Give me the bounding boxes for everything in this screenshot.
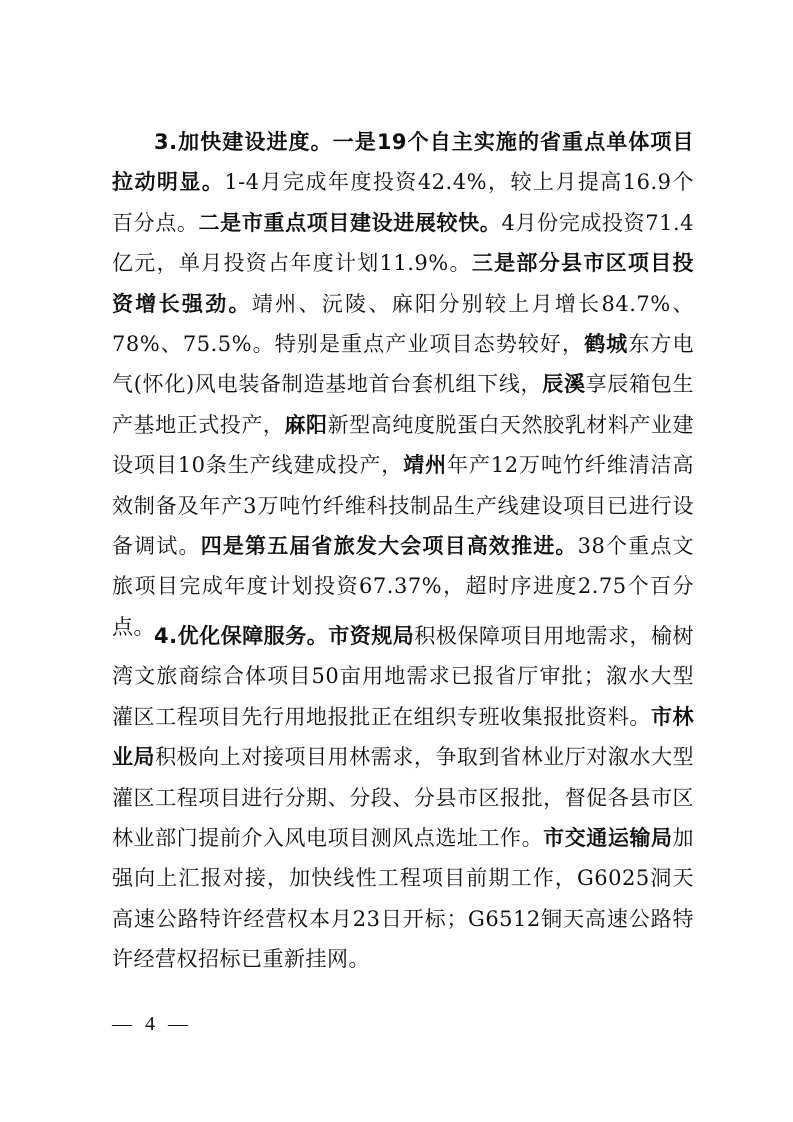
bold-place-jingzhou: 靖州 xyxy=(403,453,448,478)
bold-heading-optimize-service: 4.优化保障服务。市资规局 xyxy=(154,624,415,648)
bold-place-chenxi: 辰溪 xyxy=(542,372,586,397)
paragraph-construction-progress xyxy=(112,122,694,647)
body-text: 靖州、沅陵、麻阳分别较上月增长84.7%、78%、75.5%。特别是重点产业项目态势较好， xyxy=(112,291,695,357)
paragraph-service-support xyxy=(112,616,694,980)
bold-heading-speed-up: 3.加快建设进度。一是19个自主实施的省重点单体项目拉动明显。 xyxy=(112,130,694,195)
page-number: — 4 — xyxy=(112,1013,192,1035)
bold-place-hecheng: 鹤城 xyxy=(584,332,629,357)
body-text: 积极保障项目用地需求，榆树湾文旅商综合体项目50亩用地需求已报省厅审批；溆水大型灌区工程项目先行用地报批正在组织专班收集报批资料。 xyxy=(112,624,694,729)
body-text: 年产12万吨竹纤维清洁高效制备及年产3万吨竹纤维科技制品生产线建设项目已进行设备调试。 xyxy=(112,453,694,559)
bold-heading-tourism-conference: 四是第五届省旅发大会项目高效推进。 xyxy=(200,534,578,559)
body-text: 1-4月完成年度投资42.4%，较上月提高16.9个百分点。 xyxy=(112,170,694,235)
bold-heading-city-projects: 二是市重点项目建设进展较快。 xyxy=(198,210,502,235)
body-text: 加强向上汇报对接，加快线性工程项目前期工作，G6025洞天高速公路特许经营权本月23日开标；G6512铜天高速公路特许经营权招标已重新挂网。 xyxy=(112,826,695,972)
body-text: 东方电气(怀化)风电装备制造基地首台套机组下线， xyxy=(112,332,695,397)
body-text: 积极向上对接项目用林需求，争取到省林业厅对溆水大型灌区工程项目进行分期、分段、分县市区报批，督促各县市区林业部门提前介入风电项目测风点选址工作。 xyxy=(112,745,695,851)
bold-heading-county-growth: 三是部分县市区项目投资增长强劲。 xyxy=(112,251,694,316)
bold-agency-transport: 市交通运输局 xyxy=(543,826,673,851)
bold-agency-forestry: 市林业局 xyxy=(112,704,695,770)
body-text: 新型高纯度脱蛋白天然胶乳材料产业建设项目10条生产线建成投产， xyxy=(112,412,695,478)
body-text: 4月份完成投资71.4亿元，单月投资占年度计划11.9%。 xyxy=(112,210,695,276)
body-text: 38个重点文旅项目完成年度计划投资67.37%，超时序进度2.75个百分点。 xyxy=(112,534,694,639)
body-text: 享辰箱包生产基地正式投产， xyxy=(112,372,695,437)
bold-place-mayang: 麻阳 xyxy=(284,412,328,437)
